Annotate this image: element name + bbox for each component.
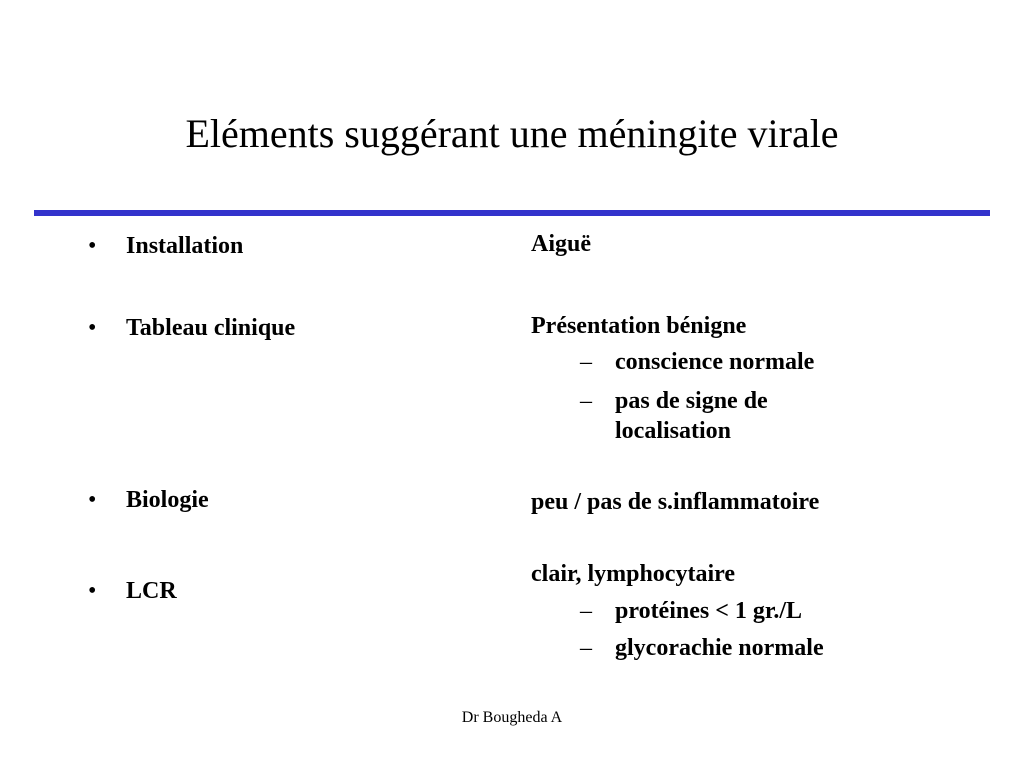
criteria-label: Installation: [126, 233, 244, 259]
biologie-value: peu / pas de s.inflammatoire: [531, 489, 820, 515]
criteria-item-installation: [88, 231, 243, 261]
dash-icon: –: [580, 598, 592, 624]
subitem-text: pas de signe de localisation: [615, 388, 768, 444]
installation-value: Aiguë: [531, 231, 591, 257]
criteria-item-biologie: [88, 485, 209, 515]
tableau-clinique-subitem: [580, 386, 880, 446]
dash-icon: –: [580, 349, 592, 375]
criteria-label: Biologie: [126, 487, 209, 513]
bullet-icon: •: [88, 487, 97, 513]
criteria-list: [88, 0, 488, 768]
subitem-text: protéines < 1 gr./L: [615, 598, 803, 624]
bullet-icon: •: [88, 315, 97, 341]
slide-title: Eléments suggérant une méningite virale: [185, 111, 839, 156]
subitem-text: glycorachie normale: [615, 635, 824, 661]
lcr-value: clair, lymphocytaire: [531, 561, 735, 587]
criteria-item-lcr: [88, 576, 177, 606]
slide-footer: Dr Bougheda A: [461, 709, 563, 726]
tableau-clinique-value: Présentation bénigne: [531, 313, 747, 339]
bullet-icon: •: [88, 233, 97, 259]
dash-icon: –: [580, 635, 592, 661]
lcr-subitem: [580, 633, 880, 663]
criteria-item-tableau-clinique: [88, 313, 295, 343]
criteria-label: LCR: [126, 578, 177, 604]
tableau-clinique-subitem: [580, 347, 880, 377]
subitem-text: conscience normale: [615, 349, 815, 375]
findings-column: [531, 0, 1001, 768]
bullet-icon: •: [88, 578, 97, 604]
dash-icon: –: [580, 388, 592, 414]
lcr-subitem: [580, 596, 880, 626]
criteria-label: Tableau clinique: [126, 315, 296, 341]
